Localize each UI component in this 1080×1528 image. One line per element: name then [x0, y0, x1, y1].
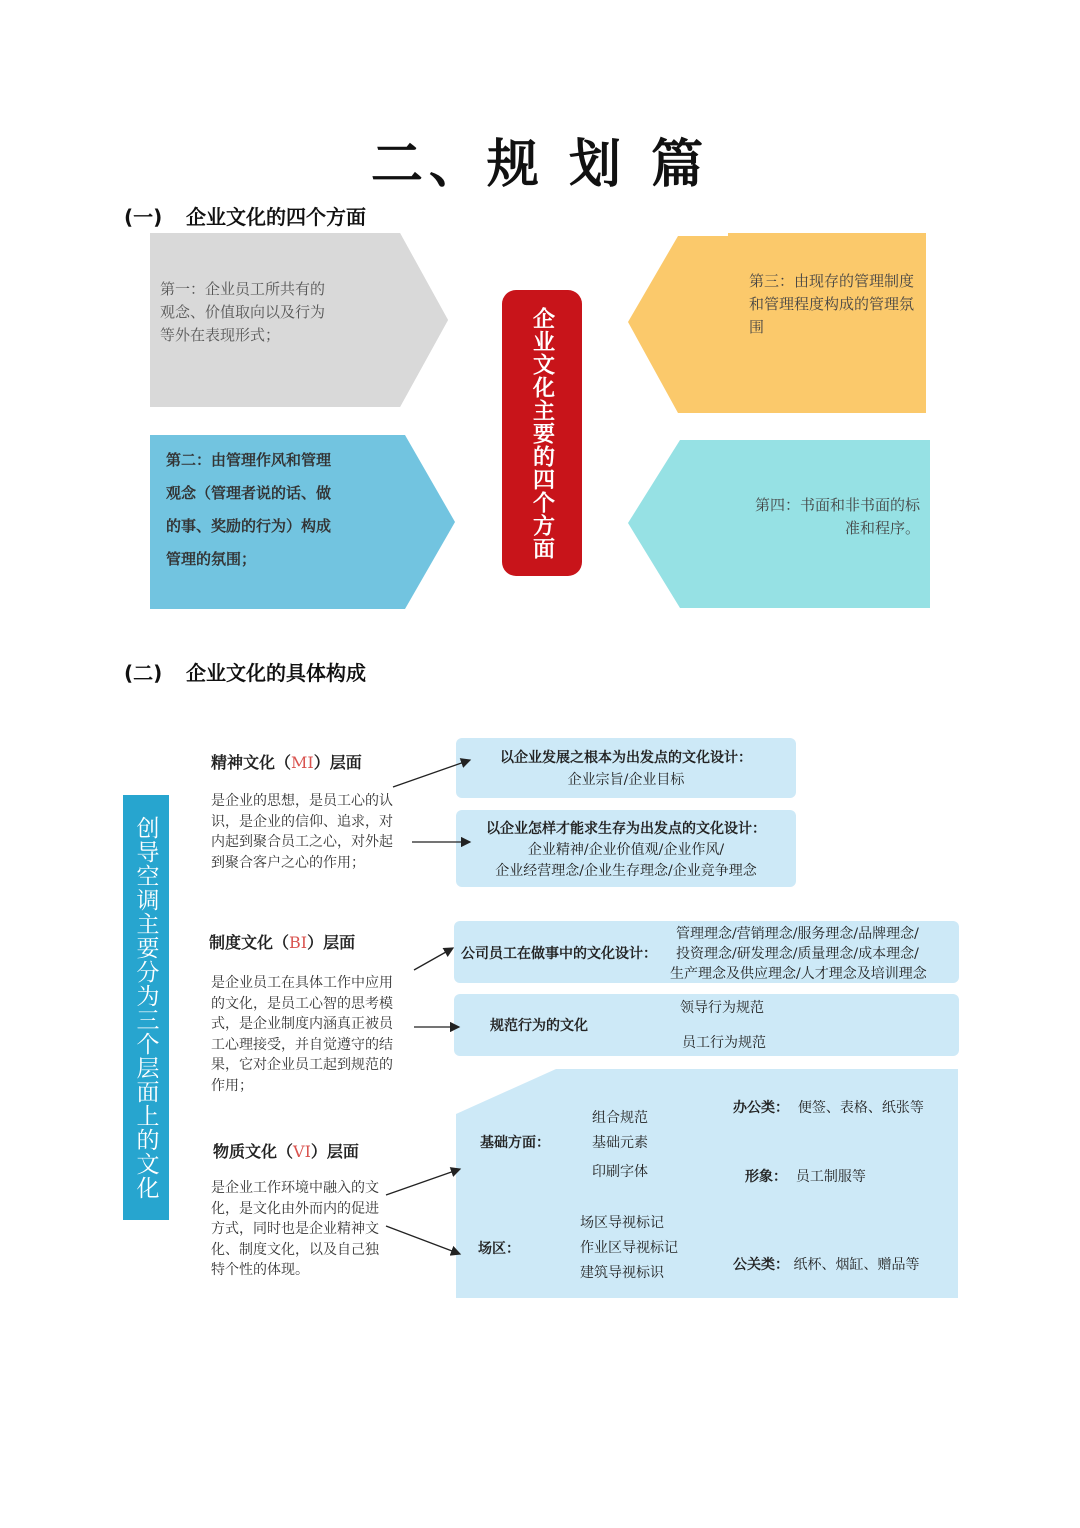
aspect4-text: 第四：书面和非书面的标准和程序。 — [754, 496, 920, 537]
vi-basic-item-1: 组合规范 — [592, 1110, 648, 1126]
arrow-bi-1 — [414, 948, 453, 970]
vi-site-label: 场区： — [478, 1241, 520, 1257]
bi-abbr: BI — [289, 933, 308, 952]
center-label: 企业文化主要的四个方面 — [529, 306, 555, 560]
mi-box2-line1: 企业精神/企业价值观/企业作风/ — [527, 842, 725, 858]
aspect1-text: 第一：企业员工所共有的观念、价值取向以及行为等外在表现形式； — [160, 280, 326, 344]
mi-box2-title: 以企业怎样才能求生存为出发点的文化设计： — [486, 821, 766, 837]
vi-description: 是企业工作环境中融入的文化，是文化由外而内的促进方式，同时也是企业精神文化、制度文化，以及自己独特个性的体现。 — [211, 1180, 379, 1278]
vi-image-label: 形象： — [745, 1169, 787, 1185]
mi-description: 是企业的思想，是员工心的认识，是企业的信仰、追求，对内起到聚合员工之心，对外起到聚合客户之心的作用； — [211, 793, 393, 871]
section1-number: (一) — [124, 205, 163, 229]
mi-abbr: MI — [291, 753, 314, 772]
arrow-vi-1 — [386, 1169, 460, 1195]
section2-title: 企业文化的具体构成 — [186, 661, 366, 685]
vi-site-item-1: 场区导视标记 — [580, 1215, 664, 1231]
section2-number: (二) — [124, 661, 163, 685]
aspect2-text: 第二：由管理作风和管理观念（管理者说的话、做的事、奖励的行为）构成管理的氛围； — [166, 451, 332, 568]
vi-basic-label: 基础方面： — [480, 1135, 550, 1151]
vi-basic-item-2: 基础元素 — [592, 1135, 648, 1151]
mi-name: 精神文化（ — [211, 753, 292, 772]
mi-box2-line2: 企业经营理念/企业生存理念/企业竞争理念 — [495, 863, 757, 879]
bi-box2-item2: 员工行为规范 — [682, 1035, 766, 1051]
arrow-vi-2 — [386, 1226, 460, 1254]
vi-name: 物质文化（ — [213, 1142, 294, 1161]
bi-box1-label: 公司员工在做事中的文化设计： — [461, 946, 657, 962]
mi-tail: ）层面 — [313, 753, 362, 772]
section1-title: 企业文化的四个方面 — [186, 205, 366, 229]
side-label: 创导空调主要分为三个层面上的文化 — [132, 815, 159, 1200]
vi-site-item-3: 建筑导视标识 — [580, 1265, 664, 1281]
page-title: 二、规 划 篇 — [370, 135, 710, 195]
bi-name: 制度文化（ — [209, 933, 290, 952]
bi-tail: ）层面 — [307, 933, 356, 952]
vi-tail: ）层面 — [310, 1142, 359, 1161]
vi-image-value: 员工制服等 — [795, 1169, 866, 1185]
arrow-mi-1 — [393, 760, 470, 787]
bi-box1-line2: 投资理念/研发理念/质量理念/成本理念/ — [676, 946, 919, 962]
aspect3-text: 第三：由现存的管理制度和管理程度构成的管理氛围 — [749, 272, 915, 336]
vi-office-value: 便签、表格、纸张等 — [797, 1100, 924, 1116]
mi-box1-title: 以企业发展之根本为出发点的文化设计： — [500, 750, 752, 766]
bi-description: 是企业员工在具体工作中应用的文化，是员工心智的思考模式，是企业制度内涵真正被员工心理接受，并自觉遵守的结果，它对企业员工起到规范的作用； — [211, 975, 393, 1094]
vi-site-item-2: 作业区导视标记 — [580, 1240, 678, 1256]
vi-abbr: VI — [293, 1142, 311, 1161]
vi-office-label: 办公类： — [733, 1100, 789, 1116]
bi-box1-line3: 生产理念及供应理念/人才理念及培训理念 — [670, 966, 927, 982]
bi-box1-line1: 管理理念/营销理念/服务理念/品牌理念/ — [676, 926, 919, 942]
vi-pr-label: 公关类： — [733, 1257, 789, 1273]
vi-pr-value: 纸杯、烟缸、赠品等 — [793, 1257, 920, 1273]
mi-box1-body: 企业宗旨/企业目标 — [567, 772, 685, 788]
bi-box2-item1: 领导行为规范 — [680, 1000, 764, 1016]
vi-basic-item-3: 印刷字体 — [592, 1164, 648, 1180]
bi-box2-label: 规范行为的文化 — [490, 1018, 588, 1034]
